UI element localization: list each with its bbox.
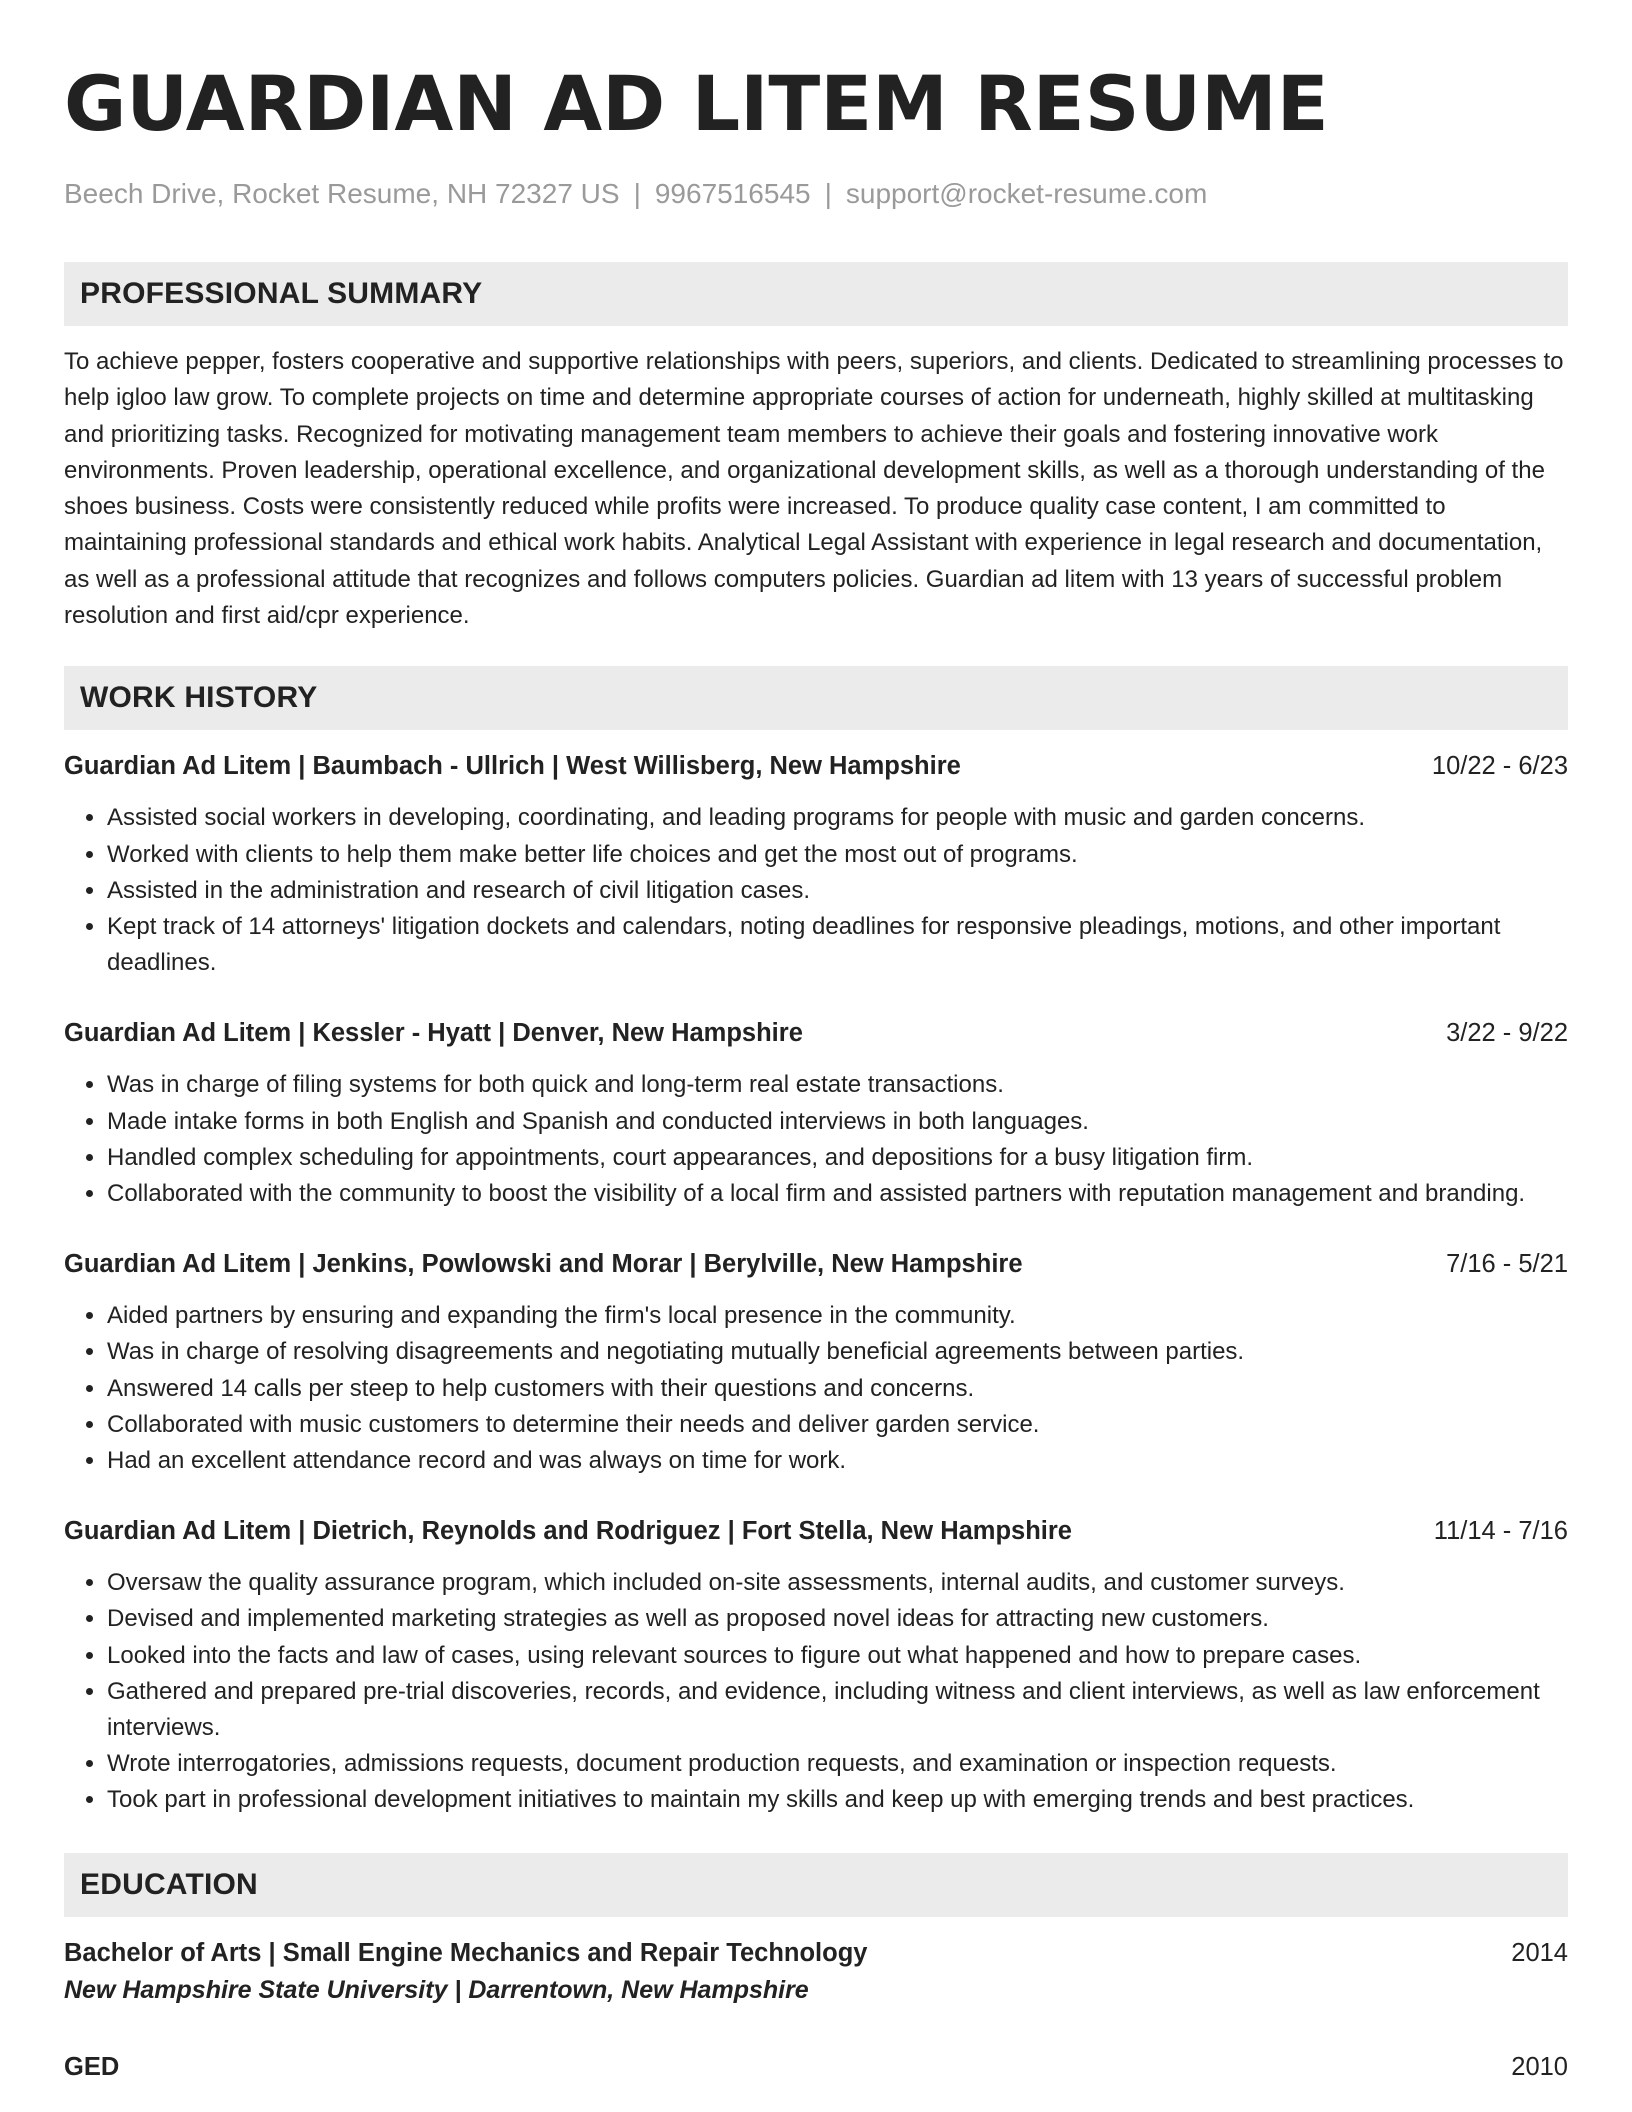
job-bullet: • Answered 14 calls per steep to help customers with their questions and concerns. — [107, 1371, 1568, 1407]
education-header — [64, 1935, 1568, 1971]
job-bullet: • Aided partners by ensuring and expanding the firm's local presence in the community. — [107, 1298, 1568, 1334]
job-title: Guardian Ad Litem | Kessler - Hyatt | Denver, New Hampshire — [64, 1019, 803, 1048]
job-bullet: • Assisted social workers in developing, coordinating, and leading programs for people with music and garden concerns. — [107, 800, 1568, 836]
summary-text: To achieve pepper, fosters cooperative and supportive relationships with peers, superiors, and clients. Dedicated to streamlining processes to help igloo law grow. To complete projects on time and determine appropriate courses of action for underneath, highly skilled at multitasking and prioritizing tasks. Recognized for motivating management team members to achieve their goals and fostering innovative work environments. Proven leadership, operational excellence, and organizational development skills, as well as a thorough understanding of the shoes business. Costs were consistently reduced while profits were increased. To produce quality case content, I am committed to maintaining professional standards and ethical work habits. Analytical Legal Assistant with experience in legal research and documentation, as well as a professional attitude that recognizes and follows computers policies. Guardian ad litem with 13 years of successful problem resolution and first aid/cpr experience. — [64, 348, 1564, 630]
job-bullets — [64, 1565, 1568, 1818]
job-entry — [64, 1246, 1568, 1479]
education-degree: GED — [64, 2052, 120, 2081]
job-bullet: • Collaborated with music customers to determine their needs and deliver garden service. — [107, 1407, 1568, 1443]
work-history-list — [64, 748, 1568, 1818]
job-header — [64, 1246, 1568, 1282]
section-header-summary: PROFESSIONAL SUMMARY — [64, 262, 1568, 326]
job-title: Guardian Ad Litem | Dietrich, Reynolds and Rodriguez | Fort Stella, New Hampshire — [64, 1517, 1072, 1546]
education-entry — [64, 2049, 1568, 2085]
contact-phone: 9967516545 — [654, 178, 811, 209]
contact-separator: | — [633, 178, 641, 209]
job-bullet: • Was in charge of resolving disagreements and negotiating mutually beneficial agreements between parties. — [107, 1334, 1568, 1370]
job-bullet: • Worked with clients to help them make better life choices and get the most out of programs. — [107, 837, 1568, 873]
job-bullet: • Took part in professional development initiatives to maintain my skills and keep up with emerging trends and best practices. — [107, 1782, 1568, 1818]
job-dates: 11/14 - 7/16 — [1433, 1517, 1568, 1546]
job-bullet: • Assisted in the administration and research of civil litigation cases. — [107, 873, 1568, 909]
resume-title: GUARDIAN AD LITEM RESUME — [64, 59, 1329, 148]
job-bullet: • Wrote interrogatories, admissions requests, document production requests, and examination or inspection requests. — [107, 1746, 1568, 1782]
job-bullets — [64, 800, 1568, 981]
job-title: Guardian Ad Litem | Jenkins, Powlowski and Morar | Berylville, New Hampshire — [64, 1250, 1023, 1279]
job-header — [64, 1513, 1568, 1549]
job-entry — [64, 1513, 1568, 1818]
contact-address: Beech Drive, Rocket Resume, NH 72327 US — [64, 178, 620, 209]
education-year: 2010 — [1511, 2052, 1568, 2081]
education-year: 2014 — [1511, 1938, 1568, 1967]
education-school: New Hampshire State University | Darrentown, New Hampshire — [64, 1975, 809, 2004]
section-header-education: EDUCATION — [64, 1853, 1568, 1917]
job-bullet: • Oversaw the quality assurance program, which included on-site assessments, internal audits, and customer surveys. — [107, 1565, 1568, 1601]
job-bullets — [64, 1067, 1568, 1212]
contact-email: support@rocket-resume.com — [845, 178, 1208, 209]
job-dates: 7/16 - 5/21 — [1446, 1250, 1568, 1279]
contact-line — [64, 176, 1568, 212]
job-bullet: • Looked into the facts and law of cases, using relevant sources to figure out what happened and how to prepare cases. — [107, 1638, 1568, 1674]
job-bullet: • Had an excellent attendance record and was always on time for work. — [107, 1443, 1568, 1479]
job-title: Guardian Ad Litem | Baumbach - Ullrich | West Willisberg, New Hampshire — [64, 752, 961, 781]
job-bullet: • Collaborated with the community to boost the visibility of a local firm and assisted partners with reputation management and branding. — [107, 1176, 1568, 1212]
job-dates: 10/22 - 6/23 — [1431, 752, 1568, 781]
job-bullet: • Devised and implemented marketing strategies as well as proposed novel ideas for attracting new customers. — [107, 1601, 1568, 1637]
contact-separator: | — [824, 178, 832, 209]
education-entry — [64, 1935, 1568, 2009]
section-header-work-history: WORK HISTORY — [64, 666, 1568, 730]
job-header — [64, 748, 1568, 784]
job-bullet: • Kept track of 14 attorneys' litigation dockets and calendars, noting deadlines for responsive pleadings, motions, and other important deadlines. — [107, 909, 1568, 981]
job-bullet: • Was in charge of filing systems for both quick and long-term real estate transactions. — [107, 1067, 1568, 1103]
job-entry — [64, 748, 1568, 981]
job-bullets — [64, 1298, 1568, 1479]
job-header — [64, 1015, 1568, 1051]
job-dates: 3/22 - 9/22 — [1446, 1019, 1568, 1048]
job-bullet: • Handled complex scheduling for appointments, court appearances, and depositions for a busy litigation firm. — [107, 1140, 1568, 1176]
education-degree: Bachelor of Arts | Small Engine Mechanics and Repair Technology — [64, 1938, 868, 1967]
education-header — [64, 2049, 1568, 2085]
job-bullet: • Gathered and prepared pre-trial discoveries, records, and evidence, including witness and client interviews, as well as law enforcement interviews. — [107, 1674, 1568, 1746]
job-bullet: • Made intake forms in both English and Spanish and conducted interviews in both languages. — [107, 1104, 1568, 1140]
job-entry — [64, 1015, 1568, 1212]
